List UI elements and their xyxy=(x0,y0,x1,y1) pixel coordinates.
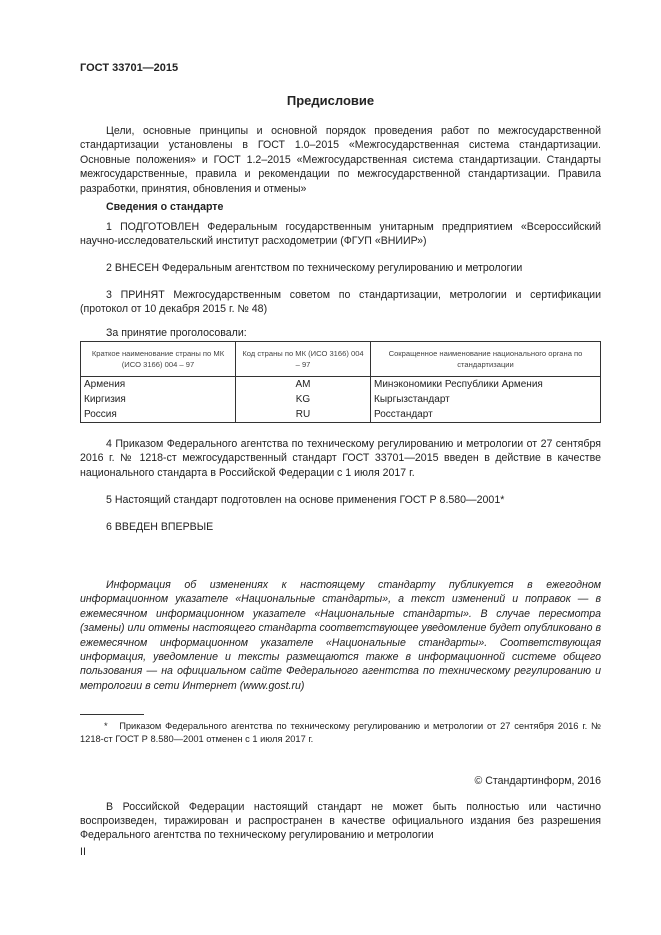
header-country-name: Краткое наименование страны по МК (ИСО 3166) 004 – 97 xyxy=(81,342,236,377)
voting-table xyxy=(80,341,601,423)
item-5 xyxy=(80,493,601,507)
votes-label: За принятие проголосовали: xyxy=(106,327,247,339)
intro-text: Цели, основные принципы и основной порядок проведения работ по межгосударственной стандартизации установлены в ГОСТ 1.0–2015 «Межгосударственная система стандартизации. Основные положения» и ГОСТ 1.2–2015 «Межгосударственная система стандартизации. Стандарты межгосударственные, правила и рекомендации по межгосударственной стандартизации. Правила разработки, принятия, обновления и отмены» xyxy=(80,125,601,195)
cell-country: Россия xyxy=(81,407,236,423)
cell-body: Минэкономики Республики Армения xyxy=(371,377,601,393)
copyright: © Стандартинформ, 2016 xyxy=(474,775,601,787)
header-country-code: Код страны по МК (ИСО 3166) 004 – 97 xyxy=(236,342,371,377)
item-3 xyxy=(80,288,601,317)
item-6 xyxy=(80,520,601,534)
cell-country: Армения xyxy=(81,377,236,393)
cell-country: Киргизия xyxy=(81,392,236,407)
cell-body: Росстандарт xyxy=(371,407,601,423)
change-notice xyxy=(80,578,601,693)
table-row xyxy=(81,407,601,423)
reproduction-notice-text: В Российской Федерации настоящий стандарт не может быть полностью или частично воспроизведен, тиражирован и распространен в качестве официального издания без разрешения Федерального агентства по техническому регулированию и метрологии xyxy=(80,801,601,841)
item-2 xyxy=(80,261,601,275)
footnote-divider xyxy=(80,714,144,715)
item-4 xyxy=(80,437,601,480)
cell-code: AM xyxy=(236,377,371,393)
item-1 xyxy=(80,220,601,249)
section-heading: Сведения о стандарте xyxy=(106,201,224,213)
standard-designation: ГОСТ 33701—2015 xyxy=(80,62,179,74)
item-6-text: 6 ВВЕДЕН ВПЕРВЫЕ xyxy=(106,521,214,533)
footnote-text: Приказом Федерального агентства по техническому регулированию и метрологии от 27 сентября 2016 г. № 1218-ст ГОСТ Р 8.580—2001 отменен с 1 июля 2017 г. xyxy=(80,721,602,744)
item-2-text: 2 ВНЕСЕН Федеральным агентством по техническому регулированию и метрологии xyxy=(106,262,523,274)
table-row xyxy=(81,392,601,407)
cell-body: Кыргызстандарт xyxy=(371,392,601,407)
footnote-mark: * xyxy=(104,721,108,731)
page-title: Предисловие xyxy=(286,93,375,108)
footnote xyxy=(80,720,601,746)
item-5-text: 5 Настоящий стандарт подготовлен на основе применения ГОСТ Р 8.580—2001* xyxy=(106,494,505,506)
intro-paragraph xyxy=(80,124,601,196)
item-1-text: 1 ПОДГОТОВЛЕН Федеральным государственным унитарным предприятием «Всероссийский научно-исследовательский институт расходометрии (ФГУП «ВНИИР») xyxy=(80,221,601,248)
cell-code: KG xyxy=(236,392,371,407)
table-row xyxy=(81,377,601,393)
item-4-text: 4 Приказом Федерального агентства по техническому регулированию и метрологии от 27 сентября 2016 г. № 1218-ст межгосударственный стандарт ГОСТ 33701—2015 введен в действие в качестве национального стандарта в Российской Федерации с 1 июля 2017 г. xyxy=(80,438,601,479)
cell-code: RU xyxy=(236,407,371,423)
item-3-text: 3 ПРИНЯТ Межгосударственным советом по стандартизации, метрологии и сертификации (протокол от 10 декабря 2015 г. № 48) xyxy=(80,289,601,316)
header-standards-body: Сокращенное наименование национального органа по стандартизации xyxy=(371,342,601,377)
page-number: II xyxy=(80,846,86,858)
change-notice-text: Информация об изменениях к настоящему стандарту публикуется в ежегодном информационном указателе «Национальные стандарты», а текст изменений и поправок — в ежемесячном информационном указателе «Национальные стандарты». В случае пересмотра (замены) или отмены настоящего стандарта соответствующее уведомление будет опубликовано в ежемесячном информационном указателе «Национальные стандарты». Соответствующая информация, уведомление и тексты размещаются также в информационной системе общего пользования — на официальном сайте Федерального агентства по техническому регулированию и метрологии в сети Интернет (www.gost.ru) xyxy=(80,579,601,692)
table-header-row xyxy=(81,342,601,377)
reproduction-notice xyxy=(80,801,601,842)
